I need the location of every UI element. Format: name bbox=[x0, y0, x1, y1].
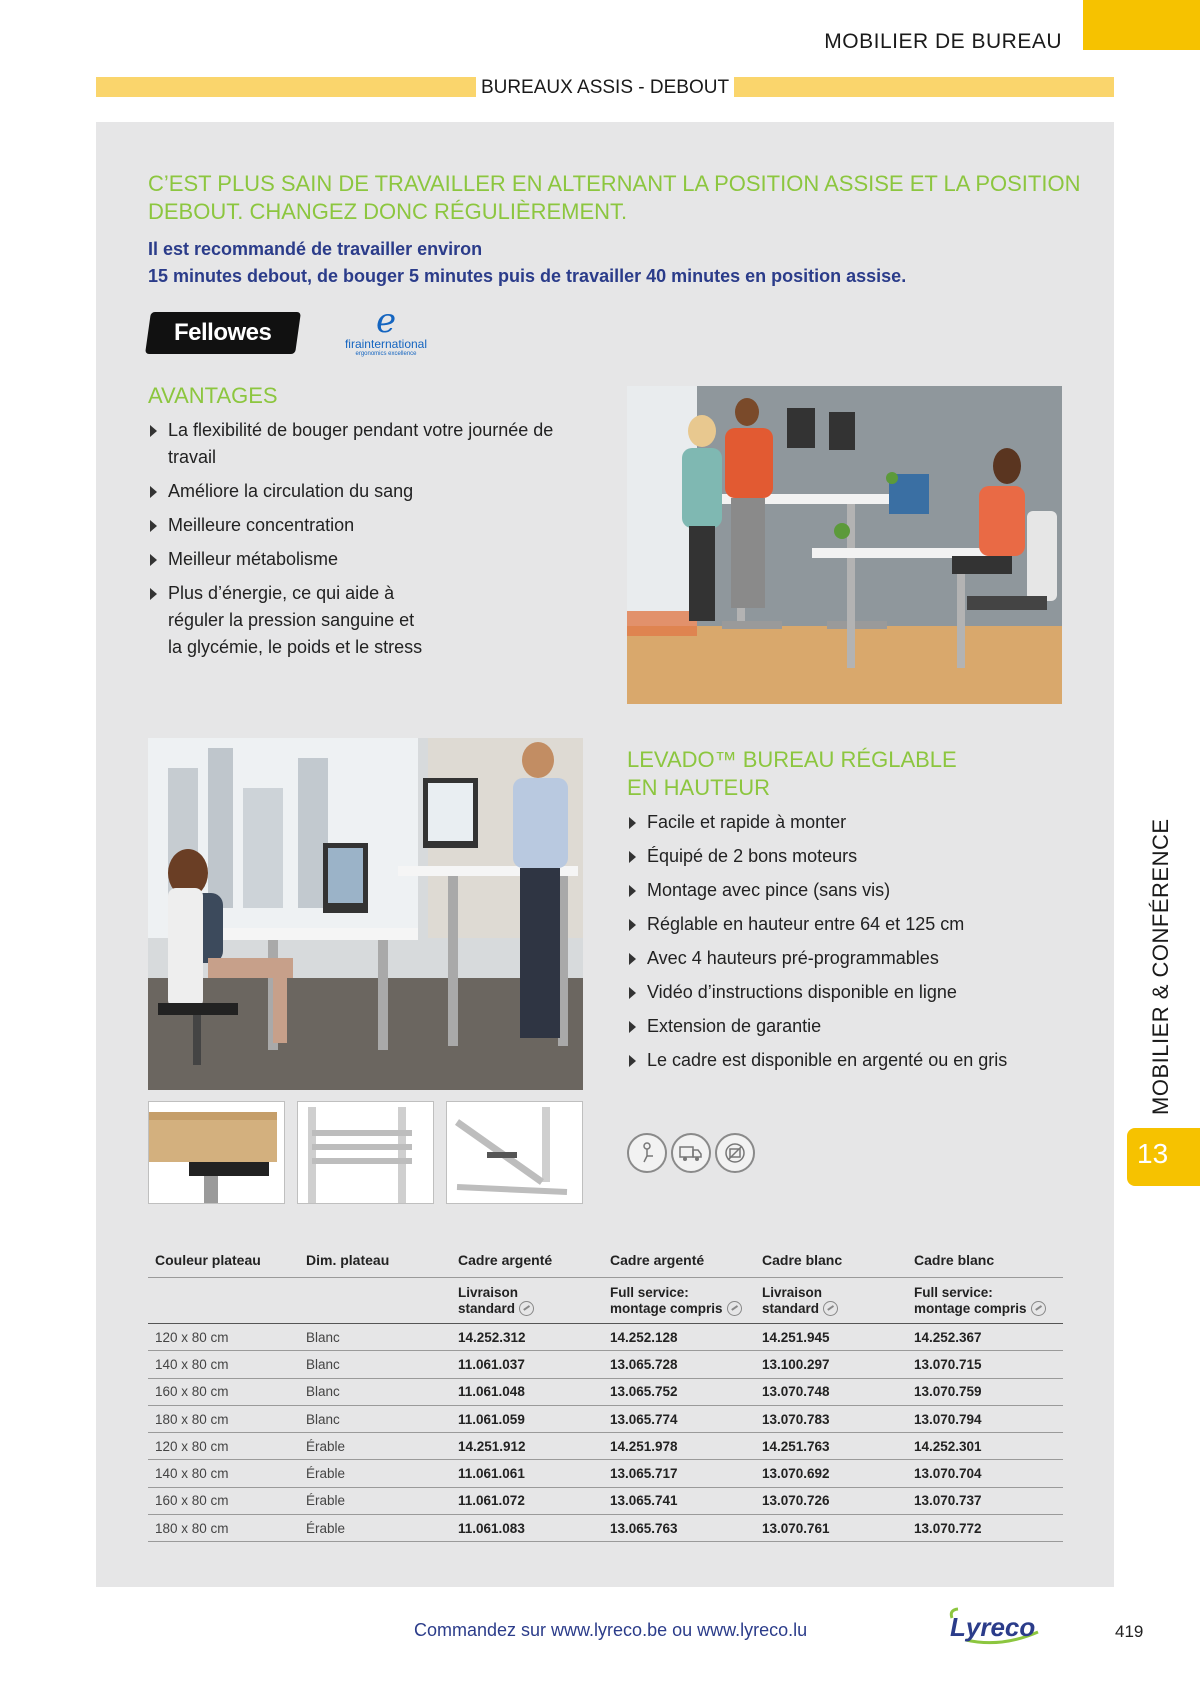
article-code-cell: 13.065.717 bbox=[610, 1466, 678, 1482]
color-cell: Blanc bbox=[306, 1356, 340, 1372]
intro-headline: C’EST PLUS SAIN DE TRAVAILLER EN ALTERNANT LA POSITION ASSISE ET LA POSITION DEBOUT. CHANGEZ DONC RÉGULIÈREMENT. bbox=[148, 171, 1081, 224]
full-service-icon bbox=[1031, 1301, 1046, 1316]
table-row bbox=[148, 1379, 1063, 1406]
fellowes-logo: Fellowes bbox=[145, 312, 301, 354]
article-code-cell: 11.061.083 bbox=[458, 1520, 525, 1536]
table-header: Cadre argenté bbox=[610, 1251, 705, 1268]
list-item: Meilleure concentration bbox=[148, 512, 588, 539]
article-code-cell: 13.070.726 bbox=[762, 1493, 830, 1509]
standard-delivery-icon bbox=[823, 1301, 838, 1316]
product-title: LEVADO™ BUREAU RÉGLABLE EN HAUTEUR bbox=[627, 747, 957, 800]
intro-line-2: 15 minutes debout, de bouger 5 minutes puis de travailler 40 minutes en position assise. bbox=[148, 266, 907, 286]
list-item: Meilleur métabolisme bbox=[148, 546, 588, 573]
dimension-cell: 120 x 80 cm bbox=[155, 1438, 229, 1454]
dimension-cell: 120 x 80 cm bbox=[155, 1329, 229, 1345]
article-code-cell: 13.065.774 bbox=[610, 1411, 678, 1427]
article-code-cell: 14.252.301 bbox=[914, 1438, 982, 1454]
article-code-cell: 14.252.128 bbox=[610, 1329, 678, 1345]
table-subheader: Full service: montage compris bbox=[603, 1285, 755, 1317]
table-subheader: Full service: montage compris bbox=[907, 1285, 1059, 1317]
color-cell: Érable bbox=[306, 1466, 346, 1482]
product-features-list bbox=[627, 809, 1077, 1081]
lyreco-logo: Lyreco bbox=[950, 1612, 1036, 1642]
table-body bbox=[148, 1324, 1063, 1542]
top-corner-accent bbox=[1083, 0, 1200, 50]
table-row bbox=[148, 1433, 1063, 1460]
subsection-title: BUREAUX ASSIS - DEBOUT bbox=[480, 77, 730, 98]
fira-e-icon: e bbox=[375, 301, 397, 341]
standard-delivery-icon bbox=[519, 1301, 534, 1316]
list-item: Équipé de 2 bons moteurs bbox=[627, 843, 1077, 870]
subtitle-bar-left bbox=[96, 77, 476, 97]
delivery-truck-icon bbox=[671, 1133, 711, 1173]
article-code-cell: 13.070.783 bbox=[762, 1411, 830, 1427]
section-title: MOBILIER DE BUREAU bbox=[824, 30, 1062, 53]
color-cell: Érable bbox=[306, 1438, 346, 1454]
article-code-cell: 13.070.737 bbox=[914, 1493, 982, 1509]
footer-order-text[interactable]: Commandez sur www.lyreco.be ou www.lyreco.lu bbox=[414, 1620, 808, 1640]
thumbnail-desktop-corner bbox=[148, 1101, 285, 1204]
article-code-cell: 14.251.912 bbox=[458, 1438, 526, 1454]
article-code-cell: 13.065.728 bbox=[610, 1356, 678, 1372]
list-item: Extension de garantie bbox=[627, 1013, 1077, 1040]
page-number: 419 bbox=[1115, 1622, 1144, 1641]
chapter-number: 13 bbox=[1137, 1138, 1169, 1169]
article-code-cell: 13.070.794 bbox=[914, 1411, 982, 1427]
list-item: Vidéo d’instructions disponible en ligne bbox=[627, 979, 1077, 1006]
list-item: La flexibilité de bouger pendant votre journée de travail bbox=[148, 417, 588, 471]
dimension-cell: 140 x 80 cm bbox=[155, 1466, 229, 1482]
color-cell: Blanc bbox=[306, 1411, 340, 1427]
thumbnail-frame-base bbox=[446, 1101, 583, 1204]
product-reference-table bbox=[148, 1242, 1063, 1542]
table-row bbox=[148, 1406, 1063, 1433]
list-item: Réglable en hauteur entre 64 et 125 cm bbox=[627, 911, 1077, 938]
thumbnail-frame-lift bbox=[297, 1101, 434, 1204]
table-row bbox=[148, 1324, 1063, 1351]
table-header: Couleur plateau bbox=[155, 1251, 261, 1268]
dimension-cell: 180 x 80 cm bbox=[155, 1520, 229, 1536]
advantages-list bbox=[148, 417, 588, 668]
table-subheader: Livraison standard bbox=[755, 1285, 907, 1317]
table-header: Cadre argenté bbox=[458, 1251, 553, 1268]
subtitle-bar-right bbox=[734, 77, 1114, 97]
article-code-cell: 13.070.715 bbox=[914, 1356, 982, 1372]
color-cell: Érable bbox=[306, 1520, 346, 1536]
article-code-cell: 14.252.312 bbox=[458, 1329, 526, 1345]
list-item: Améliore la circulation du sang bbox=[148, 478, 588, 505]
list-item: Plus d’énergie, ce qui aide à réguler la pression sanguine et la glycémie, le poids et le stress bbox=[148, 580, 428, 661]
article-code-cell: 14.251.945 bbox=[762, 1329, 830, 1345]
intro-line-1: Il est recommandé de travailler environ bbox=[148, 239, 483, 259]
list-item: Facile et rapide à monter bbox=[627, 809, 1077, 836]
article-code-cell: 13.070.761 bbox=[762, 1520, 830, 1536]
dimension-cell: 160 x 80 cm bbox=[155, 1493, 229, 1509]
article-code-cell: 13.065.752 bbox=[610, 1384, 678, 1400]
dimension-cell: 140 x 80 cm bbox=[155, 1356, 229, 1372]
advantages-title: AVANTAGES bbox=[148, 383, 278, 408]
article-code-cell: 13.100.297 bbox=[762, 1356, 830, 1372]
dimension-cell: 160 x 80 cm bbox=[155, 1384, 229, 1400]
table-header: Dim. plateau bbox=[306, 1251, 390, 1268]
list-item: Avec 4 hauteurs pré-programmables bbox=[627, 945, 1077, 972]
article-code-cell: 11.061.059 bbox=[458, 1411, 525, 1427]
color-cell: Blanc bbox=[306, 1329, 340, 1345]
article-code-cell: 11.061.048 bbox=[458, 1384, 525, 1400]
office-standing-desk-photo bbox=[627, 386, 1062, 704]
intro-subhead bbox=[148, 236, 1088, 290]
dimension-cell: 180 x 80 cm bbox=[155, 1411, 229, 1427]
table-row bbox=[148, 1488, 1063, 1515]
article-code-cell: 13.065.763 bbox=[610, 1520, 678, 1536]
list-item: Le cadre est disponible en argenté ou en gris bbox=[627, 1047, 1077, 1074]
article-code-cell: 13.070.748 bbox=[762, 1384, 830, 1400]
list-item: Montage avec pince (sans vis) bbox=[627, 877, 1077, 904]
table-row bbox=[148, 1351, 1063, 1378]
article-code-cell: 13.065.741 bbox=[610, 1493, 678, 1509]
ergonomic-icon bbox=[627, 1133, 667, 1173]
article-code-cell: 11.061.037 bbox=[458, 1356, 525, 1372]
color-cell: Érable bbox=[306, 1493, 346, 1509]
article-code-cell: 13.070.772 bbox=[914, 1520, 982, 1536]
table-header: Cadre blanc bbox=[762, 1251, 843, 1268]
article-code-cell: 11.061.072 bbox=[458, 1493, 525, 1509]
table-row bbox=[148, 1460, 1063, 1487]
table-subheader-row bbox=[148, 1278, 1063, 1324]
article-code-cell: 14.252.367 bbox=[914, 1329, 982, 1345]
article-code-cell: 13.070.692 bbox=[762, 1466, 830, 1482]
table-header-row bbox=[148, 1242, 1063, 1278]
table-row bbox=[148, 1515, 1063, 1542]
fira-international-logo: e firainternational ergonomics excellence bbox=[336, 304, 436, 360]
full-service-icon bbox=[727, 1301, 742, 1316]
article-code-cell: 13.070.704 bbox=[914, 1466, 982, 1482]
table-header: Cadre blanc bbox=[914, 1251, 995, 1268]
chapter-tab[interactable] bbox=[1127, 1128, 1200, 1186]
color-cell: Blanc bbox=[306, 1384, 340, 1400]
article-code-cell: 14.251.978 bbox=[610, 1438, 678, 1454]
no-assembly-icon bbox=[715, 1133, 755, 1173]
table-subheader: Livraison standard bbox=[451, 1285, 603, 1317]
article-code-cell: 13.070.759 bbox=[914, 1384, 982, 1400]
article-code-cell: 14.251.763 bbox=[762, 1438, 830, 1454]
chapter-side-label: MOBILIER & CONFÉRENCE bbox=[1148, 818, 1173, 1115]
article-code-cell: 11.061.061 bbox=[458, 1466, 525, 1482]
levado-desk-photo bbox=[148, 738, 583, 1090]
